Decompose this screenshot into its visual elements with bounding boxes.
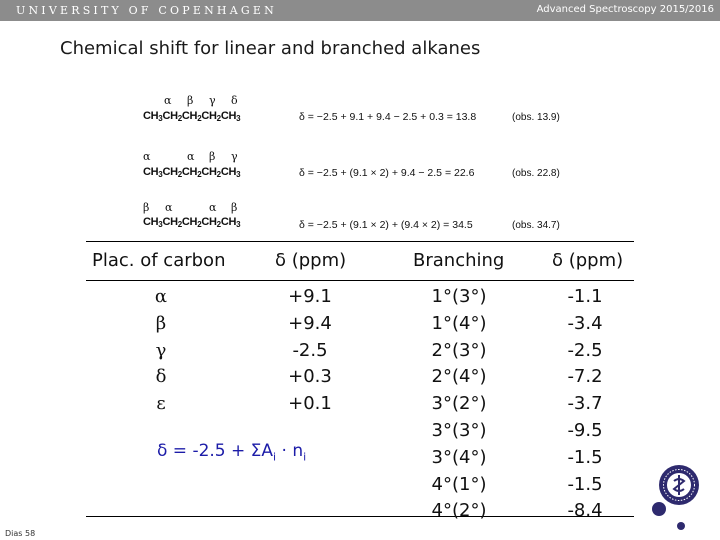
branching-cell: 4°(2°)	[431, 500, 487, 522]
table-bottom-rule	[86, 516, 634, 517]
branching-cell: 1°(3°)	[431, 286, 487, 307]
placement-shift-cell: -2.5	[292, 339, 328, 361]
example-2-formula: $CH_3CH_2CH_2CH_2CH_3$	[143, 166, 241, 179]
branching-shift-cell: -1.5	[567, 446, 603, 468]
decorative-dot-small	[677, 522, 685, 530]
placement-cell: δ	[155, 366, 167, 388]
branching-column	[414, 284, 504, 525]
table-top-rule	[86, 241, 634, 242]
table-header-rule	[86, 280, 634, 281]
header-branching: Branching	[413, 250, 505, 271]
placement-shift-cell: +9.4	[288, 312, 332, 334]
placement-shift-column	[280, 284, 340, 418]
header-bar	[0, 0, 720, 21]
placement-cell: γ	[155, 339, 167, 361]
example-1-calculation: δ = −2.5 + 9.1 + 9.4 − 2.5 + 0.3 = 13.8	[299, 111, 477, 123]
branching-shift-cell: -8.4	[567, 500, 603, 522]
slide-title: Chemical shift for linear and branched alkanes	[60, 38, 481, 59]
branching-shift-cell: -3.7	[567, 393, 603, 415]
branching-shift-cell: -3.4	[567, 312, 603, 334]
placement-cell: β	[155, 312, 167, 334]
header-placement: Plac. of carbon	[92, 250, 226, 271]
example-3-calculation: δ = −2.5 + (9.1 × 2) + (9.4 × 2) = 34.5	[299, 219, 473, 231]
branching-shift-cell: -9.5	[567, 419, 603, 441]
example-3-formula: $CH_3CH_2CH_2CH_2CH_3$	[143, 216, 241, 229]
placement-shift-cell: +0.3	[288, 366, 332, 388]
branching-shift-column	[555, 284, 615, 525]
branching-cell: 4°(1°)	[431, 473, 487, 495]
example-3-observed: (obs. 34.7)	[512, 220, 560, 231]
decorative-dot-large	[652, 502, 666, 516]
placement-cell: ε	[156, 393, 166, 415]
example-1-observed: (obs. 13.9)	[512, 112, 560, 123]
branching-cell: 2°(3°)	[431, 339, 487, 361]
placement-cell: α	[154, 286, 168, 307]
header-branching-shift: δ (ppm)	[552, 250, 624, 271]
example-1-formula: $CH_3CH_2CH_2CH_2CH_3$	[143, 110, 241, 123]
branching-shift-cell: -1.1	[567, 286, 603, 307]
branching-cell: 3°(2°)	[431, 393, 487, 415]
example-2-calculation: δ = −2.5 + (9.1 × 2) + 9.4 − 2.5 = 22.6	[299, 167, 475, 179]
branching-shift-cell: -7.2	[567, 366, 603, 388]
branching-shift-cell: -2.5	[567, 339, 603, 361]
slide-number: Dias 58	[5, 529, 36, 538]
branching-cell: 3°(4°)	[431, 446, 487, 468]
placement-shift-cell: +0.1	[288, 393, 332, 415]
course-title: Advanced Spectroscopy 2015/2016	[536, 4, 714, 15]
branching-cell: 3°(3°)	[431, 419, 487, 441]
placement-column	[146, 284, 176, 418]
header-placement-shift: δ (ppm)	[275, 250, 347, 271]
branching-cell: 1°(4°)	[431, 312, 487, 334]
placement-shift-cell: +9.1	[288, 286, 332, 307]
additivity-rule: $\delta = -2.5 + \Sigma A_i \cdot n_i$	[157, 441, 307, 464]
branching-shift-cell: -1.5	[567, 473, 603, 495]
example-2-observed: (obs. 22.8)	[512, 168, 560, 179]
university-seal-icon	[658, 464, 700, 506]
university-name: UNIVERSITY OF COPENHAGEN	[16, 4, 277, 17]
branching-cell: 2°(4°)	[431, 366, 487, 388]
